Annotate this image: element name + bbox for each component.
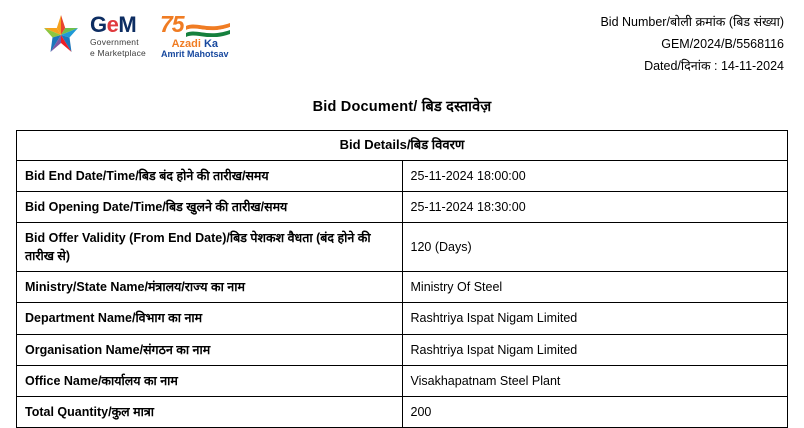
bid-number-label: Bid Number/बोली क्रमांक (बिड संख्या) — [600, 15, 784, 29]
row-label: Department Name/विभाग का नाम — [17, 303, 403, 334]
row-value: 25-11-2024 18:00:00 — [402, 160, 788, 191]
page-title: Bid Document/ बिड दस्तावेज़ — [312, 99, 492, 115]
azadi-top-row — [160, 12, 230, 37]
bid-number-value: GEM/2024/B/5568116 — [661, 36, 784, 51]
row-label: Organisation Name/संगठन का नाम — [17, 334, 403, 365]
row-label: Bid Opening Date/Time/बिड खुलने की तारीख/समय — [17, 191, 403, 222]
row-label: Ministry/State Name/मंत्रालय/राज्य का नाम — [17, 272, 403, 303]
bid-details-section-title: Bid Details/बिड विवरण — [17, 131, 788, 161]
bid-dated: Dated/दिनांक : 14-11-2024 — [644, 58, 784, 73]
azadi-75-number: 75 — [160, 11, 184, 37]
gem-subtitle-line1: Government — [90, 36, 139, 47]
table-row — [17, 396, 788, 427]
gem-logo — [38, 12, 146, 58]
row-label: Total Quantity/कुल मात्रा — [17, 396, 403, 427]
table-row — [17, 365, 788, 396]
gem-subtitle-line2: e Marketplace — [90, 47, 146, 58]
azadi-ka-amrit-mahotsav-logo — [160, 10, 230, 60]
row-label: Office Name/कार्यालय का नाम — [17, 365, 403, 396]
bid-details-table — [16, 130, 788, 428]
row-label: Bid Offer Validity (From End Date)/बिड पेशकश वैधता (बंद होने की तारीख से) — [17, 223, 403, 272]
document-header — [16, 10, 788, 82]
table-row — [17, 223, 788, 272]
row-value: Rashtriya Ispat Nigam Limited — [402, 303, 788, 334]
row-label: Bid End Date/Time/बिड बंद होने की तारीख/समय — [17, 160, 403, 191]
bid-meta-block — [600, 10, 788, 78]
table-row — [17, 334, 788, 365]
gem-wordmark — [90, 13, 146, 58]
gem-name: GeM — [90, 11, 137, 37]
gem-star-logo-icon — [38, 12, 84, 58]
row-value: Visakhapatnam Steel Plant — [402, 365, 788, 396]
row-value: 25-11-2024 18:30:00 — [402, 191, 788, 222]
table-row — [17, 272, 788, 303]
row-value: 120 (Days) — [402, 223, 788, 272]
table-section-header-row — [17, 131, 788, 161]
azadi-subtitle: Amrit Mahotsav — [161, 49, 229, 60]
azadi-title: Azadi Ka — [171, 38, 219, 51]
row-value: Rashtriya Ispat Nigam Limited — [402, 334, 788, 365]
indian-flag-ribbon-icon — [186, 21, 230, 37]
table-row — [17, 160, 788, 191]
brand-logos — [16, 10, 230, 60]
row-value: 200 — [402, 396, 788, 427]
table-row — [17, 191, 788, 222]
table-row — [17, 303, 788, 334]
row-value: Ministry Of Steel — [402, 272, 788, 303]
